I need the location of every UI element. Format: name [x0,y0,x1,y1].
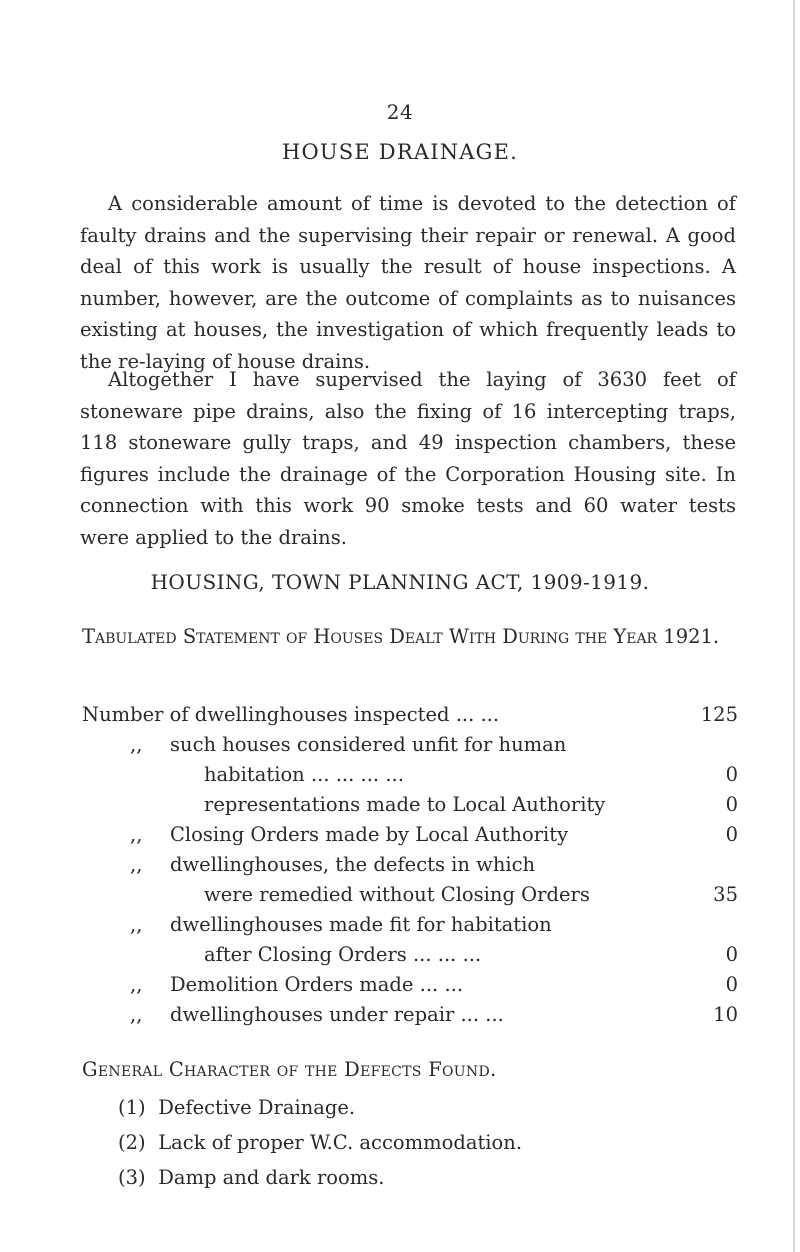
ditto-mark: ,, [130,823,143,846]
stat-value: 125 [700,703,738,726]
house-drainage-paragraph-1: A considerable amount of time is devoted to the detection of faulty drains and the supervising their repair or renewal. A good deal of this work is usually the result of house inspections. A number, however, are the outcome of complaints as to nuisances existing at houses, the investigation of which frequently leads to the re-laying of house drains. [80,192,736,373]
stat-label: such houses considered unfit for human [170,733,567,756]
stat-row-closing-orders [82,820,738,850]
defect-text: Defective Drainage. [158,1096,356,1119]
general-character-title: General Character of the Defects Found. [82,1058,497,1081]
stat-row-demolition [82,970,738,1000]
house-drainage-title: HOUSE DRAINAGE. [281,140,519,164]
stat-value: 10 [713,1003,738,1026]
stat-row-made-fit [82,910,738,970]
stat-label: dwellinghouses under repair ... ... [170,1003,504,1026]
defect-item [118,1166,384,1189]
ditto-mark: ,, [130,853,143,876]
stat-row-remedied [82,850,738,910]
stat-value: 0 [725,823,738,846]
house-drainage-paragraph-2: Altogether I have supervised the laying of 3630 feet of stoneware pipe drains, also the fixing of 16 intercepting traps, 118 stoneware gully traps, and 49 inspection chambers, these figures include the drainage of the Corporation Housing site. In connection with this work 90 smoke tests and 60 water tests were applied to the drains. [80,368,736,549]
stat-value: 0 [725,763,738,786]
stat-label: Demolition Orders made ... ... [170,973,464,996]
defect-item [118,1096,355,1119]
stat-row-representations [82,790,738,820]
stat-row-inspected [82,700,738,730]
stat-label: Closing Orders made by Local Authority [170,823,569,846]
page-edge-line [793,0,795,1252]
stat-label: dwellinghouses made fit for habitation [170,913,552,936]
stat-value: 0 [725,793,738,816]
tabulated-statement-subtitle: Tabulated Statement of Houses Dealt With During the Year 1921. [82,625,720,648]
stat-row-unfit [82,730,738,790]
stat-value: 0 [725,973,738,996]
stat-label: representations made to Local Authority [204,793,606,816]
page-number: 24 [386,100,414,124]
stat-label: dwellinghouses, the defects in which [170,853,536,876]
ditto-mark: ,, [130,913,143,936]
defect-number: (2) [118,1131,146,1154]
defect-text: Lack of proper W.C. accommodation. [158,1131,523,1154]
stat-value: 35 [713,883,738,906]
stat-value: 0 [725,943,738,966]
stat-label: Number of dwellinghouses inspected ... ... [82,703,500,726]
housing-act-title: HOUSING, TOWN PLANNING ACT, 1909-1919. [150,570,650,594]
ditto-mark: ,, [130,733,143,756]
defect-number: (3) [118,1166,146,1189]
ditto-mark: ,, [130,1003,143,1026]
ditto-mark: ,, [130,973,143,996]
defect-number: (1) [118,1096,146,1119]
defect-item [118,1131,522,1154]
defect-text: Damp and dark rooms. [158,1166,385,1189]
stat-label-continued: after Closing Orders ... ... ... [204,943,482,966]
stat-label-continued: habitation ... ... ... ... [204,763,404,786]
stat-label-continued: were remedied without Closing Orders [204,883,590,906]
stat-row-under-repair [82,1000,738,1030]
